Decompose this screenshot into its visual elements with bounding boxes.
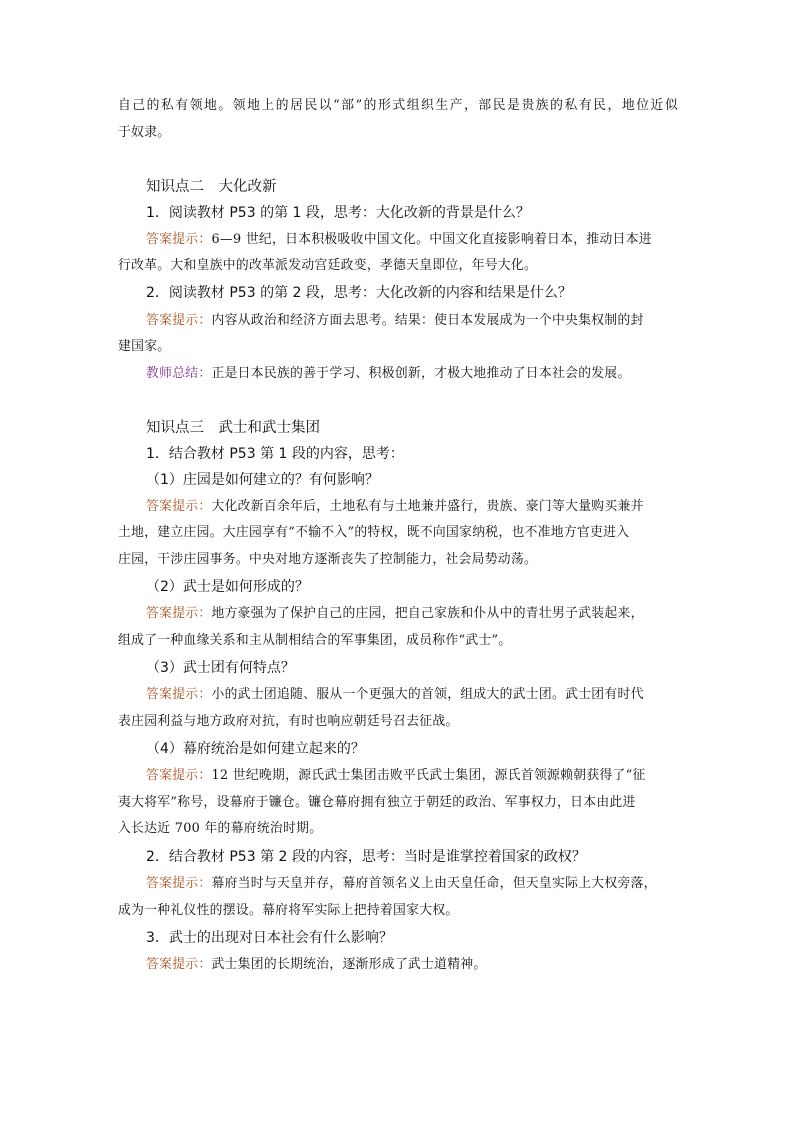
answer-label: 答案提示：	[146, 876, 212, 891]
intro-line-2: 于奴隶。	[118, 125, 171, 140]
section-2-question-1: 1．阅读教材 P53 的第 1 段，思考：大化改新的背景是什么？	[146, 205, 530, 221]
intro-line-1: 自己的私有领地。领地上的居民以“部”的形式组织生产，部民是贵族的私有民，地位近似	[118, 98, 678, 113]
answer-text: 大化改新百余年后，土地私有与土地兼并盛行，贵族、豪门等大量购买兼并	[211, 499, 644, 514]
section-3-question-1: 1．结合教材 P53 第 1 段的内容，思考：	[146, 446, 404, 462]
answer-text: 小的武士团追随、服从一个更强大的首领，组成大的武士团。武士团有时代	[211, 687, 644, 702]
subquestion-4-answer-line-3: 入长达近 700 年的幕府统治时期。	[118, 821, 323, 836]
section-3-subquestion-4: （4）幕府统治是如何建立起来的？	[146, 741, 365, 757]
section-2-answer-1-line-2: 行改革。大和皇族中的改革派发动宫廷政变，孝德天皇即位，年号大化。	[118, 258, 538, 273]
section-2-answer-2-line-2: 建国家。	[118, 339, 171, 354]
question-2-answer-line-1	[146, 874, 678, 894]
summary-label: 教师总结：	[146, 366, 212, 381]
answer-text: 幕府当时与天皇并存，幕府首领名义上由天皇任命，但天皇实际上大权旁落，	[211, 876, 657, 891]
question-3-answer	[146, 955, 678, 975]
section-3-subquestion-1: （1）庄园是如何建立的？有何影响？	[146, 472, 379, 488]
subquestion-4-answer-line-2: 夷大将军”称号，设幕府于镰仓。镰仓幕府拥有独立于朝廷的政治、军事权力，日本由此进	[118, 795, 636, 810]
section-3-subquestion-2: （2）武士是如何形成的？	[146, 579, 309, 595]
section-2-heading: 知识点二 大化改新	[146, 179, 277, 195]
subquestion-1-answer-line-3: 庄园，干涉庄园事务。中央对地方逐渐丧失了控制能力，社会局势动荡。	[118, 552, 538, 567]
answer-label: 答案提示：	[146, 768, 212, 783]
answer-text: 12 世纪晚期，源氏武士集团击败平氏武士集团，源氏首领源赖朝获得了“征	[211, 768, 646, 783]
section-3-subquestion-3: （3）武士团有何特点？	[146, 660, 295, 676]
question-2-answer-line-2: 成为一种礼仪性的摆设。幕府将军实际上把持着国家大权。	[118, 903, 459, 918]
summary-text: 正是日本民族的善于学习、积极创新，才极大地推动了日本社会的发展。	[211, 366, 631, 381]
section-3-question-3: 3．武士的出现对日本社会有什么影响？	[146, 930, 393, 946]
section-3-question-2: 2．结合教材 P53 第 2 段的内容，思考：当时是谁掌控着国家的政权？	[146, 849, 586, 865]
subquestion-4-answer-line-1	[146, 766, 678, 786]
answer-label: 答案提示：	[146, 313, 212, 328]
section-3-heading: 知识点三 武士和武士集团	[146, 420, 320, 436]
subquestion-2-answer-line-2: 组成了一种血缘关系和主从制相结合的军事集团，成员称作“武士”。	[118, 633, 512, 648]
teacher-summary	[146, 364, 678, 384]
answer-label: 答案提示：	[146, 687, 212, 702]
subquestion-2-answer-line-1	[146, 604, 678, 624]
answer-label: 答案提示：	[146, 499, 212, 514]
answer-text: 武士集团的长期统治，逐渐形成了武士道精神。	[211, 957, 487, 972]
subquestion-3-answer-line-1	[146, 685, 678, 705]
subquestion-1-answer-line-2: 土地，建立庄园。大庄园享有“不输不入”的特权，既不向国家纳税，也不准地方官吏进入	[118, 525, 630, 540]
section-2-question-2: 2．阅读教材 P53 的第 2 段，思考：大化改新的内容和结果是什么？	[146, 285, 572, 301]
answer-label: 答案提示：	[146, 232, 212, 247]
answer-text: 内容从政治和经济方面去思考。结果：使日本发展成为一个中央集权制的封	[211, 313, 644, 328]
subquestion-3-answer-line-2: 表庄园利益与地方政府对抗，有时也响应朝廷号召去征战。	[118, 714, 459, 729]
subquestion-1-answer-line-1	[146, 497, 678, 517]
answer-text: 6—9 世纪，日本积极吸收中国文化。中国文化直接影响着日本，推动日本进	[211, 232, 652, 247]
section-2-answer-1-line-1	[146, 230, 678, 250]
answer-label: 答案提示：	[146, 957, 212, 972]
answer-text: 地方豪强为了保护自己的庄园，把自己家族和仆从中的青壮男子武装起来，	[211, 606, 644, 621]
section-2-answer-2-line-1	[146, 311, 678, 331]
answer-label: 答案提示：	[146, 606, 212, 621]
